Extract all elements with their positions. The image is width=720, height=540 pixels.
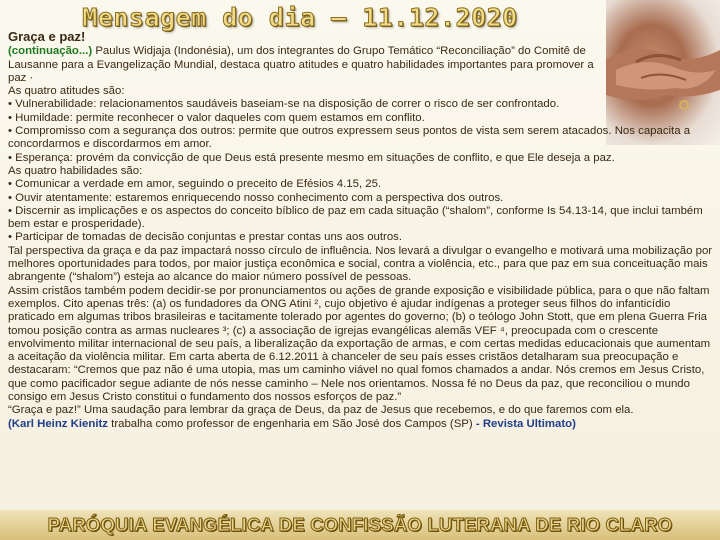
attitude-item: • Vulnerabilidade: relacionamentos saudáveis baseiam-se na disposição de correr o risco de ser confrontado.: [8, 98, 560, 111]
attitude-item: • Humildade: permite reconhecer o valor daqueles com quem estamos em conflito.: [8, 111, 425, 124]
skill-item: • Comunicar a verdade em amor, seguindo o preceito de Efésios 4.15, 25.: [8, 178, 382, 191]
attitude-item: • Esperança: provém da convicção de que Deus está presente mesmo em situações de conflito, e que Ele deseja a paz.: [8, 151, 615, 164]
skills-intro: As quatro habilidades são:: [8, 164, 143, 177]
article-body: [8, 30, 713, 431]
paragraph-influence: Tal perspectiva da graça e da paz impactará nosso círculo de influência. Nos levará a divulgar o evangelho e motivará uma mobilização por melhores oportunidades para todos, por maior justiça econômica e social, contra a violência, etc., para que paz em sua conceituação mais abrangente (“shalom”) esteja ao alcance do maior número possível de pessoas.: [8, 244, 713, 284]
credit-line: [8, 418, 713, 431]
skill-item: • Participar de tomadas de decisão conjuntas e prestar contas uns aos outros.: [8, 231, 403, 244]
credit-source: - Revista Ultimato): [472, 417, 576, 430]
intro-tag: (continuação...): [8, 45, 93, 58]
skill-item: • Discernir as implicações e os aspectos do conceito bíblico de paz em cada situação (“shalom”, conforme Is 54.13-14, que inclui também bem estar e prosperidade).: [8, 204, 703, 231]
attitude-item: • Compromisso com a segurança dos outros: permite que outros expressem seus pontos de vista sem serem atacados. Nos capacita a concordarmos e discordarmos em amor.: [8, 125, 691, 151]
footer-parish-name: PARÓQUIA EVANGÉLICA DE CONFISSÃO LUTERANA DE RIO CLARO: [47, 514, 673, 535]
paragraph-examples: Assim cristãos também podem decidir-se por pronunciamentos ou ações de grande exposição e visibilidade pública, para o que não faltam exemplos. Cito apenas três: (a) os fundadores da ONG Atini ², cujo objetivo é ajudar indígenas a proteger seus filhos do infanticídio praticado em algumas tribos brasileiras e tacitamente tolerado por agentes do governo; (b) o teólogo John Stott, que em plena Guerra Fria tomou posição contra as armas nucleares ³; (c) a associação de igrejas evangélicas alemãs VEF ⁴, preocupada com o crescente envolvimento militar internacional de seu país, a liberalização da exportação de armas, e com certas medidas educacionais que aumentam a aceitação da violência militar. Em carta aberta de 6.12.2011 à chanceler de seu país esses cristãos detalharam sua preocupação e destacaram: “Cremos que paz não é uma utopia, mas um caminho viável no qual fomos chamados a andar. Nós cremos em Jesus Cristo, que como pacificador segue adiante de nós nesse caminho – Nele nos orientamos. Nossa fé no Deus da paz, que reconciliou o mundo consigo em Jesus Cristo constitui o fundamento dos nossos esforços de paz.”: [8, 284, 711, 404]
closing-paragraph: “Graça e paz!” Uma saudação para lembrar da graça de Deus, da paz de Jesus que recebemos, e do que faremos com ela.: [8, 404, 634, 417]
footer-band: [0, 510, 720, 540]
article-heading: Graça e paz!: [8, 29, 86, 44]
credit-role: trabalha como professor de engenharia em São José dos Campos (SP): [108, 417, 473, 430]
intro-text: Paulus Widjaja (Indonésia), um dos integrantes do Grupo Temático “Reconciliação” do Comitê de Lausanne para a Evangelização Mundial, destaca quatro atitudes e quatro habilidades importantes para promover a paz ·: [8, 45, 594, 84]
intro-paragraph: [8, 45, 603, 85]
attitudes-intro: As quatro atitudes são:: [8, 85, 125, 98]
page-title: Mensagem do dia – 11.12.2020: [82, 3, 518, 32]
skill-item: • Ouvir atentamente: estaremos enriquecendo nosso conhecimento com a perspectiva dos outros.: [8, 191, 504, 204]
credit-author: (Karl Heinz Kienitz: [8, 417, 108, 430]
